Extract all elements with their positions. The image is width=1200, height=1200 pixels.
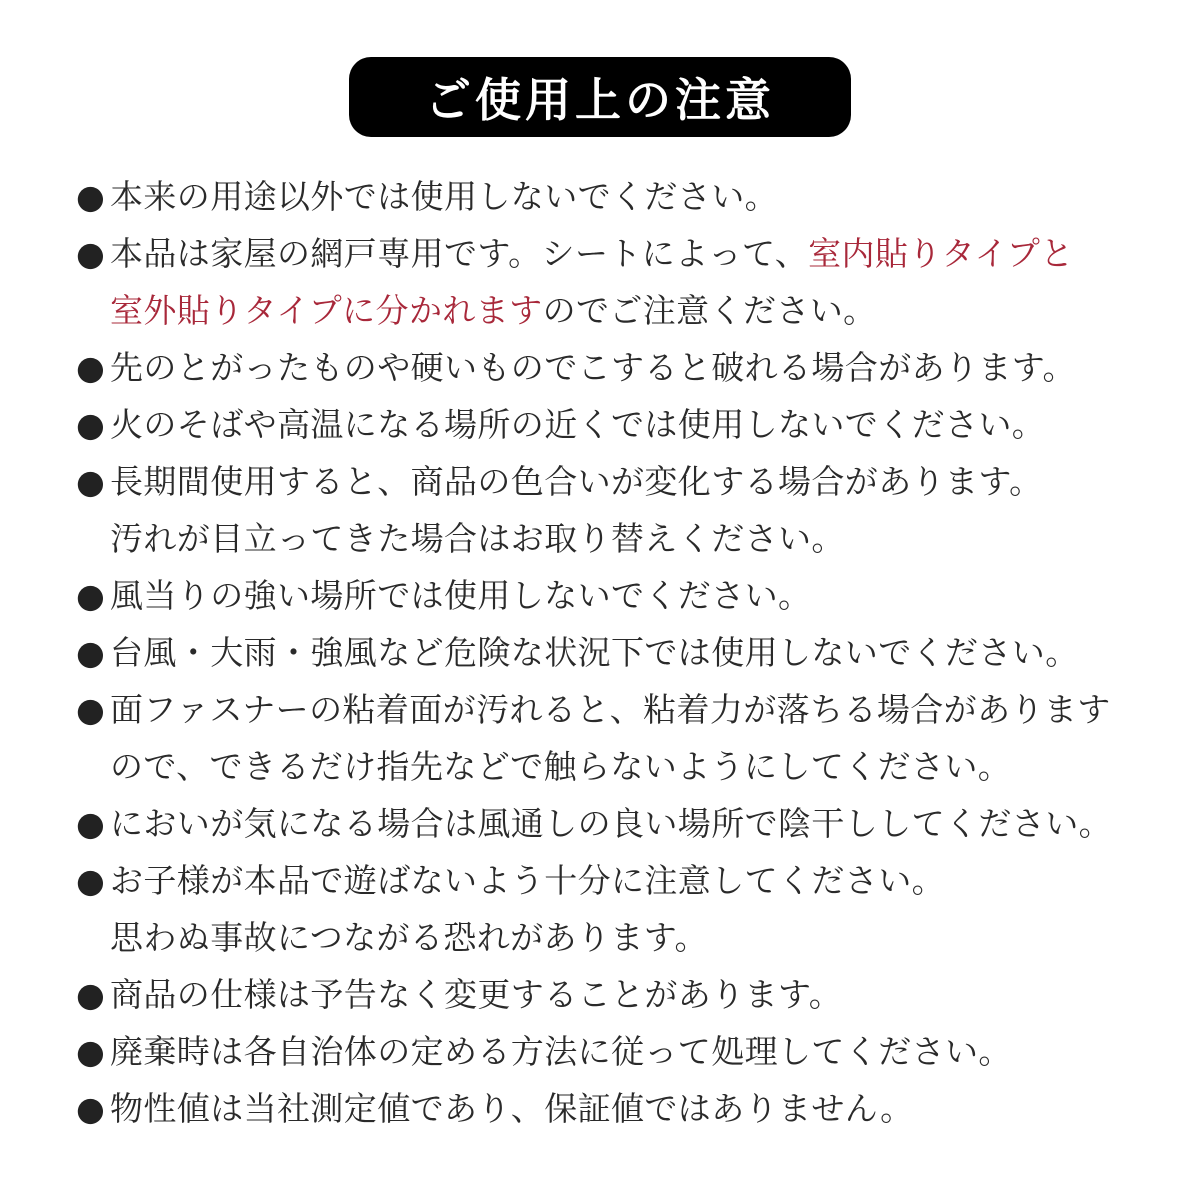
bullet-icon: ● [76, 405, 105, 444]
bullet-icon: ● [76, 1032, 105, 1071]
bullet-icon: ● [76, 177, 105, 216]
note-text [110, 966, 842, 1023]
note-line: 火のそばや高温になる場所の近くでは使用しないでください。 [110, 405, 1046, 444]
note-text [110, 567, 811, 624]
bullet-icon: ● [76, 462, 105, 501]
list-item [76, 624, 1156, 681]
bullet-icon: ● [76, 633, 105, 672]
note-segment: 本品は家屋の網戸専用です。シートによって、 [110, 234, 809, 273]
note-line [110, 225, 1074, 282]
note-line: 思わぬ事故につながる恐れがあります。 [110, 918, 708, 957]
note-line: 商品の仕様は予告なく変更することがあります。 [110, 975, 843, 1014]
list-item [76, 1080, 1156, 1137]
caution-list [76, 168, 1156, 1137]
list-item [76, 681, 1156, 795]
note-text [110, 168, 778, 225]
note-line: 汚れが目立ってきた場合はお取り替えください。 [110, 519, 845, 558]
list-item [76, 339, 1156, 396]
note-text [110, 624, 1079, 681]
bullet-icon: ● [76, 348, 105, 387]
bullet-icon: ● [76, 690, 105, 729]
note-text [110, 453, 1043, 567]
note-line: 風当りの強い場所では使用しないでください。 [110, 576, 812, 615]
list-item [76, 966, 1156, 1023]
list-item [76, 567, 1156, 624]
bullet-icon: ● [76, 861, 105, 900]
list-item [76, 453, 1156, 567]
bullet-icon: ● [76, 1089, 105, 1128]
note-line: 長期間使用すると、商品の色合いが変化する場合があります。 [110, 462, 1043, 501]
highlight-text: 室外貼りタイプに分かれます [110, 291, 543, 330]
bullet-icon: ● [76, 804, 105, 843]
list-item [76, 225, 1156, 339]
note-line: においが気になる場合は風通しの良い場所で陰干ししてください。 [110, 804, 1112, 843]
note-text [110, 852, 945, 966]
note-line: 本来の用途以外では使用しないでください。 [110, 177, 778, 216]
bullet-icon: ● [76, 234, 105, 273]
note-text [110, 681, 1111, 795]
note-text [110, 795, 1112, 852]
list-item [76, 795, 1156, 852]
list-item [76, 396, 1156, 453]
note-text [110, 225, 1074, 339]
bullet-icon: ● [76, 576, 105, 615]
note-line: 先のとがったものや硬いものでこすると破れる場合があります。 [110, 348, 1076, 387]
note-line: ので、できるだけ指先などで触らないようにしてください。 [110, 747, 1012, 786]
note-text [110, 1023, 1012, 1080]
note-text [110, 1080, 914, 1137]
highlight-text: 室内貼りタイプと [808, 234, 1074, 273]
list-item [76, 168, 1156, 225]
note-line: 面ファスナーの粘着面が汚れると、粘着力が落ちる場合があります [110, 690, 1111, 729]
page-title: ご使用上の注意 [425, 73, 775, 127]
note-line [110, 282, 1074, 339]
note-line: 物性値は当社測定値であり、保証値ではありません。 [110, 1089, 914, 1128]
bullet-icon: ● [76, 975, 105, 1014]
note-text [110, 339, 1076, 396]
note-line: お子様が本品で遊ばないよう十分に注意してください。 [110, 861, 945, 900]
note-line: 台風・大雨・強風など危険な状況下では使用しないでください。 [110, 633, 1079, 672]
title-banner [349, 57, 851, 137]
list-item [76, 852, 1156, 966]
list-item [76, 1023, 1156, 1080]
note-text [110, 396, 1045, 453]
note-segment: のでご注意ください。 [542, 291, 877, 330]
note-line: 廃棄時は各自治体の定める方法に従って処理してください。 [110, 1032, 1012, 1071]
